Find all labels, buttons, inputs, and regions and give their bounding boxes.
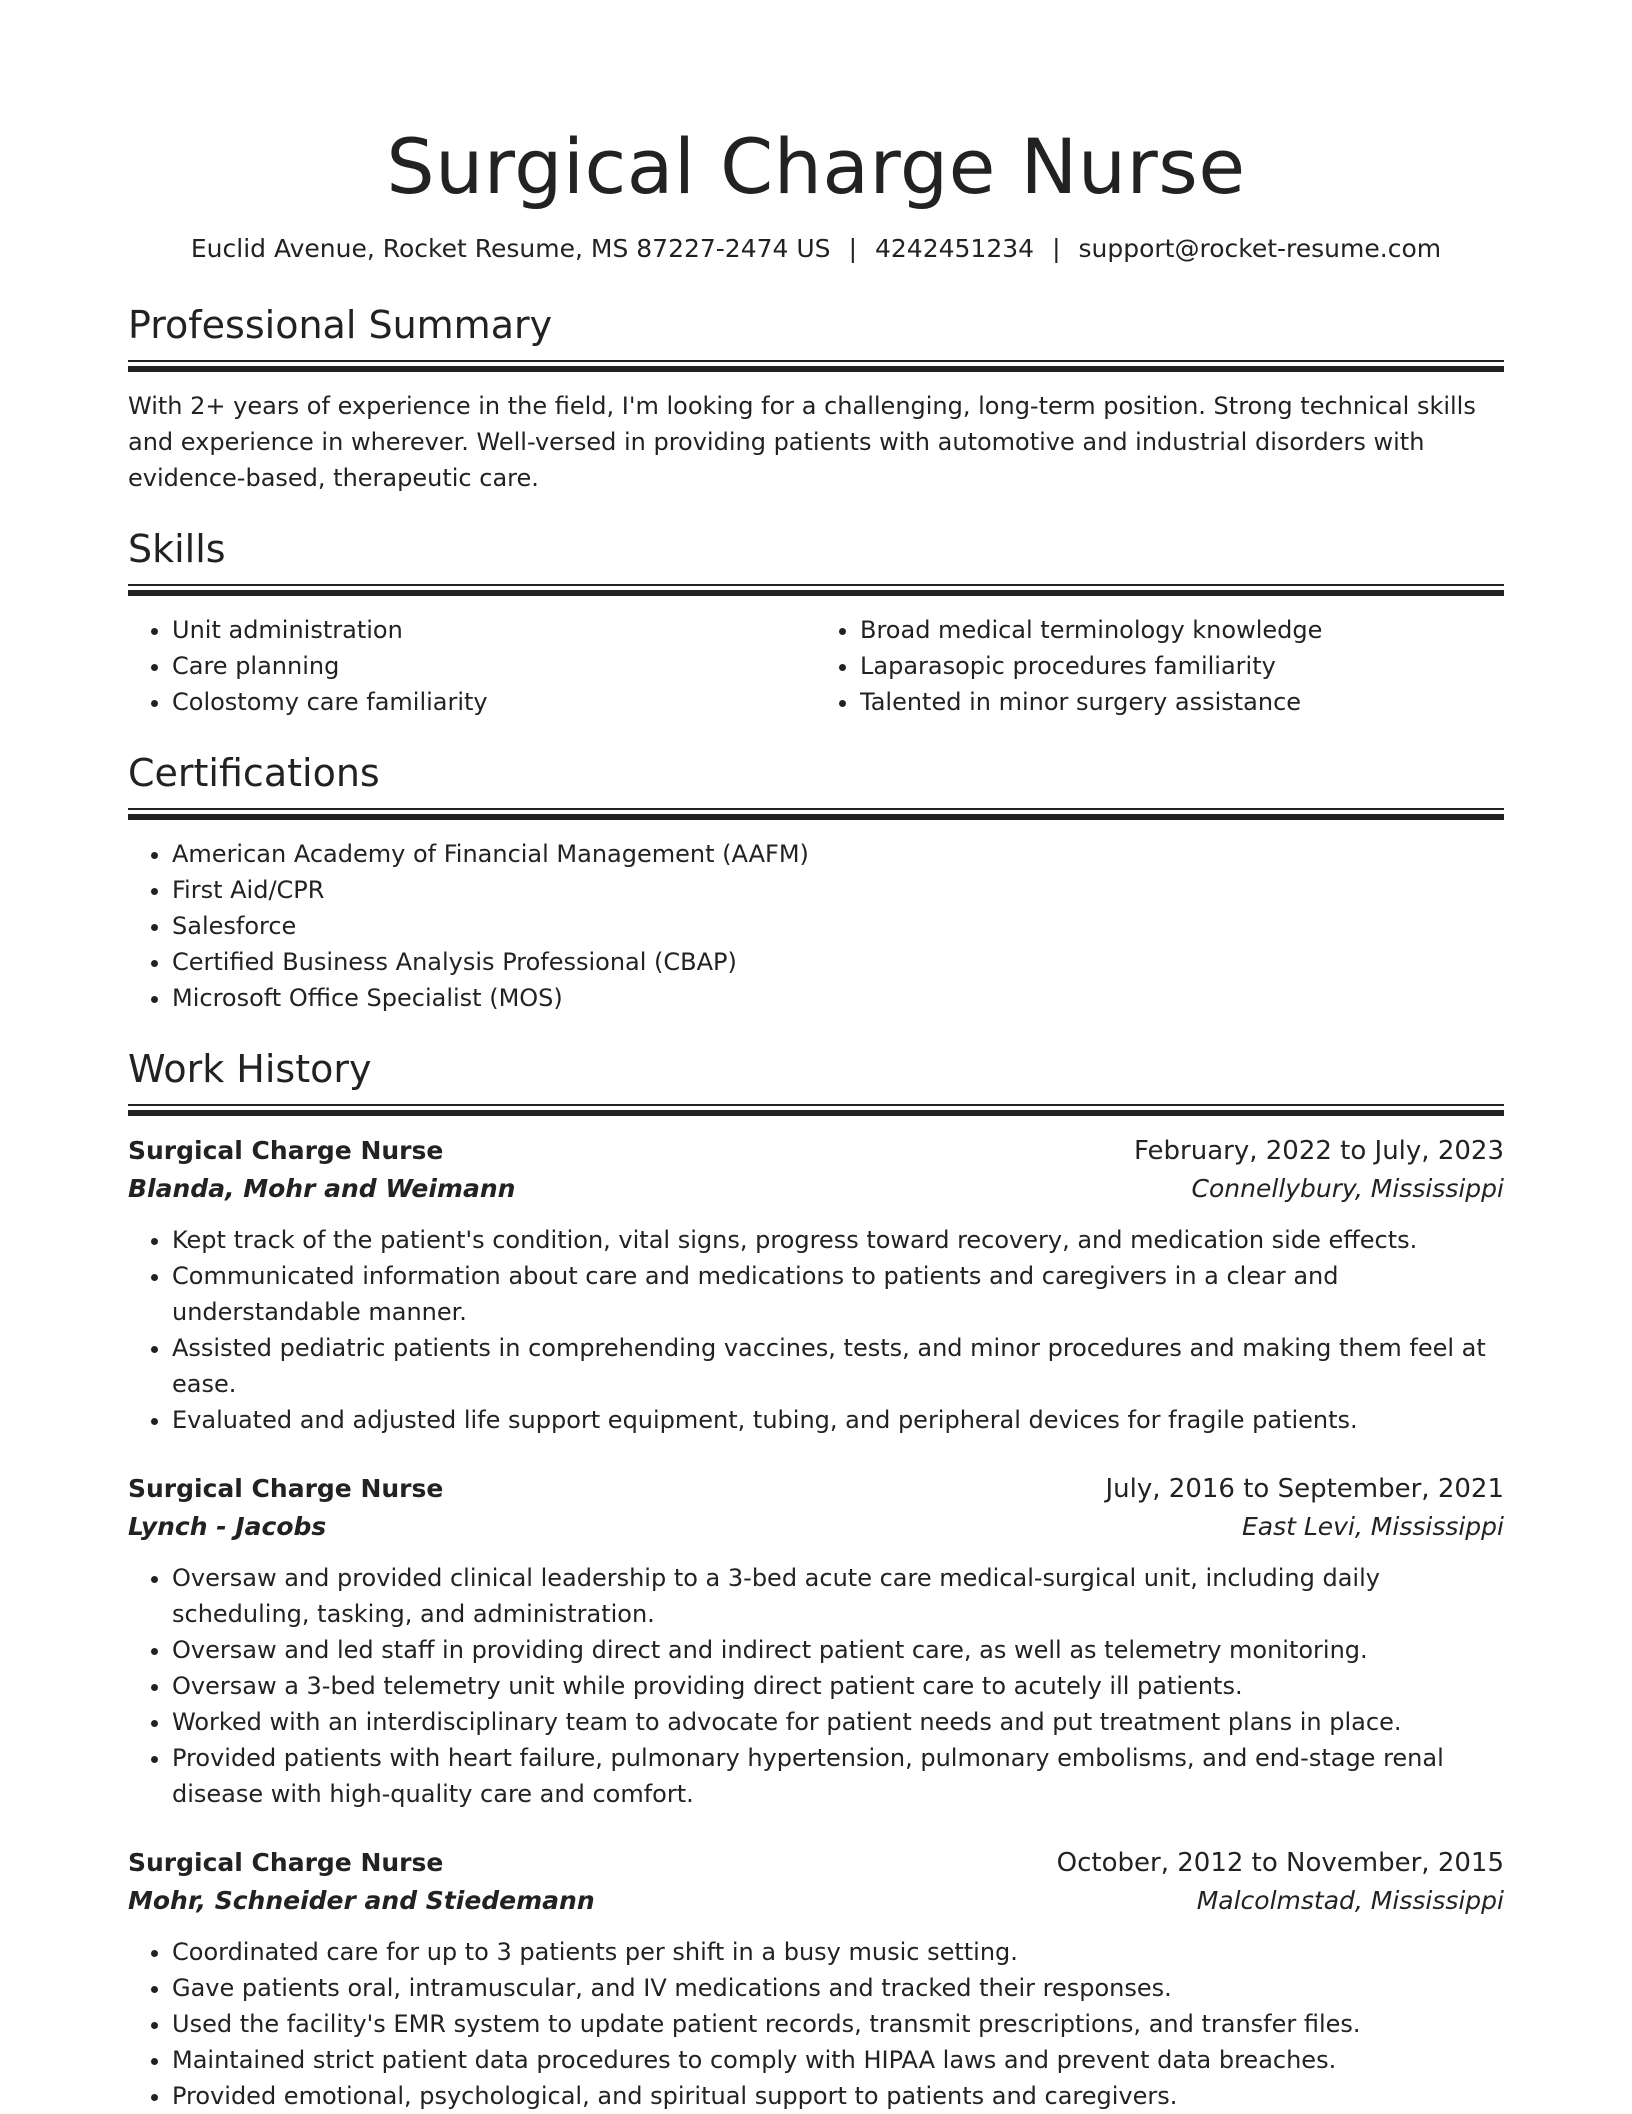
skill-item: • Care planning xyxy=(172,648,816,684)
section-divider xyxy=(128,360,1504,372)
work-history-section xyxy=(128,1044,1504,2114)
job-bullet: • Used the facility's EMR system to update patient records, transmit prescriptions, and transfer files. xyxy=(172,2006,1504,2042)
resume-page xyxy=(128,0,1504,2114)
job-location: East Levi, Mississippi xyxy=(1241,1512,1504,1541)
section-divider xyxy=(128,808,1504,820)
resume-name: Surgical Charge Nurse xyxy=(386,122,1246,211)
certification-item: • Salesforce xyxy=(172,908,1504,944)
section-title: Certifications xyxy=(128,751,380,795)
job-entry xyxy=(128,1132,1504,1438)
skills-list-right xyxy=(816,612,1504,720)
job-bullet: • Assisted pediatric patients in comprehending vaccines, tests, and minor procedures and making them feel at ease. xyxy=(172,1330,1504,1402)
job-bullets xyxy=(128,1222,1504,1438)
job-subheader xyxy=(128,1508,1504,1546)
job-bullet: • Provided emotional, psychological, and spiritual support to patients and caregivers. xyxy=(172,2078,1504,2114)
section-title: Work History xyxy=(128,1047,372,1091)
job-bullet: • Communicated information about care and medications to patients and caregivers in a clear and understandable manner. xyxy=(172,1258,1504,1330)
job-location: Malcolmstad, Mississippi xyxy=(1196,1886,1504,1915)
job-bullet: • Oversaw and led staff in providing direct and indirect patient care, as well as telemetry monitoring. xyxy=(172,1632,1504,1668)
job-subheader xyxy=(128,1170,1504,1208)
summary-section xyxy=(128,300,1504,496)
certification-item: • Certified Business Analysis Professional (CBAP) xyxy=(172,944,1504,980)
job-title: Surgical Charge Nurse xyxy=(128,1136,444,1165)
job-bullets xyxy=(128,1934,1504,2114)
skill-item: • Unit administration xyxy=(172,612,816,648)
job-title: Surgical Charge Nurse xyxy=(128,1474,444,1503)
skill-item: • Colostomy care familiarity xyxy=(172,684,816,720)
job-bullet: • Oversaw and provided clinical leadership to a 3-bed acute care medical-surgical unit, including daily scheduling, tasking, and administration. xyxy=(172,1560,1504,1632)
section-title: Professional Summary xyxy=(128,303,553,347)
section-divider xyxy=(128,584,1504,596)
job-bullet: • Worked with an interdisciplinary team to advocate for patient needs and put treatment plans in place. xyxy=(172,1704,1504,1740)
skills-columns xyxy=(128,612,1504,720)
job-header xyxy=(128,1470,1504,1508)
job-header xyxy=(128,1844,1504,1882)
certification-item: • Microsoft Office Specialist (MOS) xyxy=(172,980,1504,1016)
certification-item: • First Aid/CPR xyxy=(172,872,1504,908)
skill-item: • Broad medical terminology knowledge xyxy=(860,612,1504,648)
job-dates: July, 2016 to September, 2021 xyxy=(1105,1474,1504,1504)
job-dates: October, 2012 to November, 2015 xyxy=(1056,1848,1504,1878)
job-title: Surgical Charge Nurse xyxy=(128,1848,444,1877)
skill-item: • Talented in minor surgery assistance xyxy=(860,684,1504,720)
job-location: Connellybury, Mississippi xyxy=(1191,1174,1504,1203)
job-bullet: • Kept track of the patient's condition, vital signs, progress toward recovery, and medication side effects. xyxy=(172,1222,1504,1258)
skill-item: • Laparasopic procedures familiarity xyxy=(860,648,1504,684)
job-company: Lynch - Jacobs xyxy=(128,1512,327,1541)
job-bullet: • Oversaw a 3-bed telemetry unit while providing direct patient care to acutely ill patients. xyxy=(172,1668,1504,1704)
contact-line xyxy=(128,232,1504,266)
job-bullet: • Maintained strict patient data procedures to comply with HIPAA laws and prevent data breaches. xyxy=(172,2042,1504,2078)
contact-address: Euclid Avenue, Rocket Resume, MS 87227-2474 US xyxy=(190,234,831,263)
job-bullet: • Gave patients oral, intramuscular, and IV medications and tracked their responses. xyxy=(172,1970,1504,2006)
section-title: Skills xyxy=(128,527,226,571)
job-dates: February, 2022 to July, 2023 xyxy=(1134,1136,1504,1166)
certifications-list xyxy=(128,836,1504,1016)
job-bullets xyxy=(128,1560,1504,1812)
skills-section xyxy=(128,524,1504,720)
job-bullet: • Evaluated and adjusted life support equipment, tubing, and peripheral devices for fragile patients. xyxy=(172,1402,1504,1438)
section-divider xyxy=(128,1104,1504,1116)
job-entry xyxy=(128,1844,1504,2114)
job-subheader xyxy=(128,1882,1504,1920)
job-company: Mohr, Schneider and Stiedemann xyxy=(128,1886,595,1915)
skills-list-left xyxy=(128,612,816,720)
job-bullet: • Provided patients with heart failure, pulmonary hypertension, pulmonary embolisms, and end-stage renal disease with high-quality care and comfort. xyxy=(172,1740,1504,1812)
certification-item: • American Academy of Financial Management (AAFM) xyxy=(172,836,1504,872)
contact-email: support@rocket-resume.com xyxy=(1078,234,1442,263)
job-bullet: • Coordinated care for up to 3 patients per shift in a busy music setting. xyxy=(172,1934,1504,1970)
contact-separator: | xyxy=(1052,234,1061,263)
job-entry xyxy=(128,1470,1504,1812)
job-header xyxy=(128,1132,1504,1170)
certifications-section xyxy=(128,748,1504,1016)
contact-separator: | xyxy=(848,234,857,263)
summary-text: With 2+ years of experience in the field, I'm looking for a challenging, long-term position. Strong technical skills and experience in wherever. Well-versed in providing patients with automotive and industrial disorders with evidence-based, therapeutic care. xyxy=(128,392,1476,492)
job-company: Blanda, Mohr and Weimann xyxy=(128,1174,516,1203)
contact-phone: 4242451234 xyxy=(875,234,1035,263)
